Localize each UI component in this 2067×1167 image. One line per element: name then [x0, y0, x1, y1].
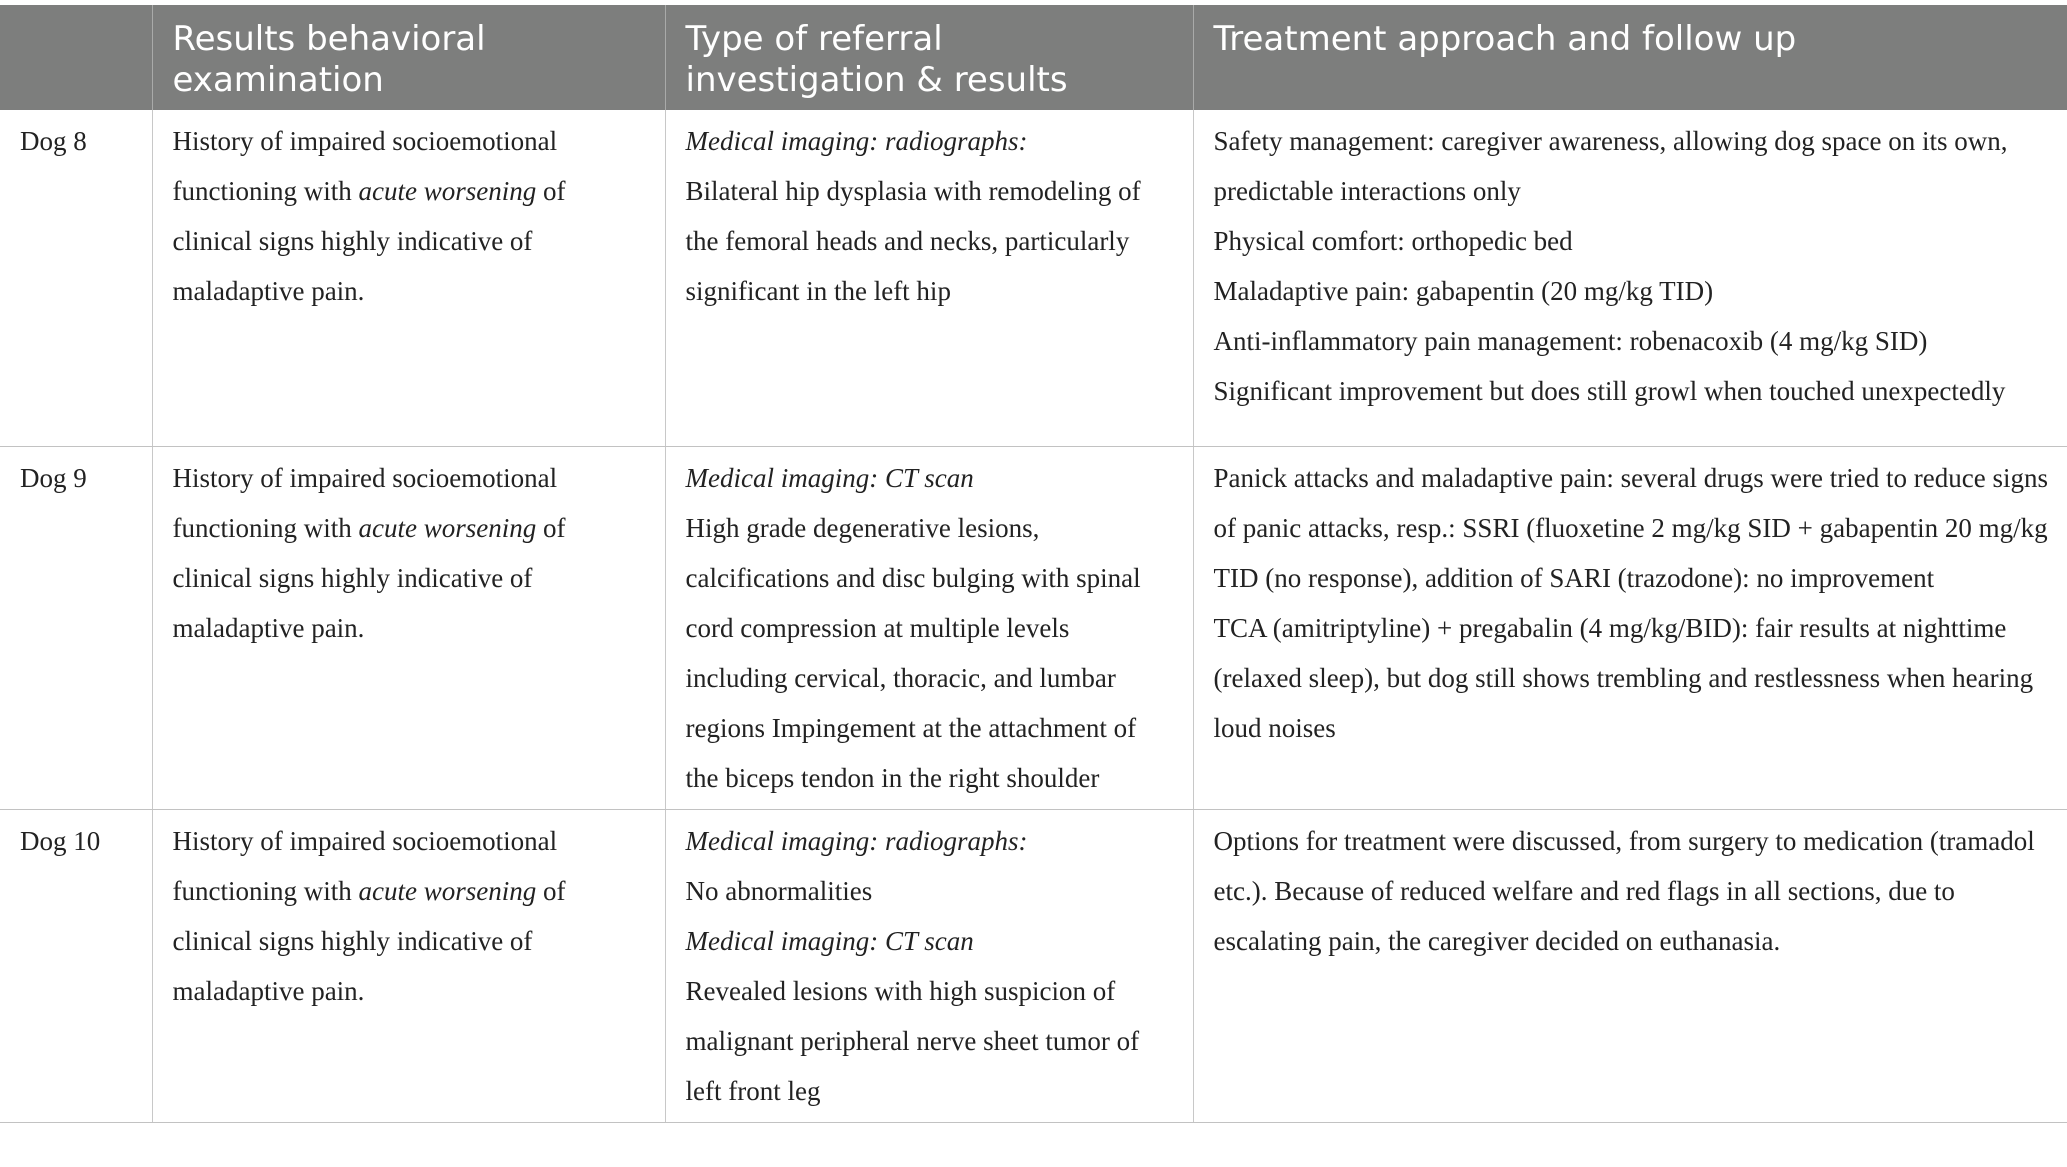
referral-line: No abnormalities	[685, 875, 873, 906]
table-row	[0, 809, 2067, 1122]
treatment-line: Panick attacks and maladaptive pain: several drugs were tried to reduce signs of panic attacks, resp.: SSRI (fluoxetine 2 mg/kg SID + gabapentin 20 mg/kg TID (no response), addition of SARI (trazodone): no improvement	[1213, 462, 2048, 593]
treatment-cell	[1193, 446, 2067, 809]
treatment-cell	[1193, 809, 2067, 1122]
referral-cell	[665, 110, 1193, 446]
treatment-line: Maladaptive pain: gabapentin (20 mg/kg TID)	[1213, 276, 1714, 306]
treatment-line: TCA (amitriptyline) + pregabalin (4 mg/kg/BID): fair results at nighttime (relaxed sleep), but dog still shows trembling and restlessness when hearing loud noises	[1213, 612, 2034, 743]
table-row	[0, 110, 2067, 446]
referral-cell	[665, 809, 1193, 1122]
treatment-line: Options for treatment were discussed, from surgery to medication (tramadol etc.). Because of reduced welfare and red flags in all sections, due to escalating pain, the caregiver decided on euthanasia.	[1213, 825, 2035, 956]
referral-cell	[665, 446, 1193, 809]
treatment-line: Safety management: caregiver awareness, allowing dog space on its own, predictable interactions only	[1213, 126, 2008, 206]
data-table	[0, 5, 2067, 1123]
header-row	[0, 5, 2067, 110]
referral-line: Medical imaging: CT scan	[685, 462, 974, 493]
treatment-line: Physical comfort: orthopedic bed	[1213, 226, 1573, 256]
header-dog	[0, 5, 152, 110]
header-treatment: Treatment approach and follow up	[1193, 5, 2067, 110]
referral-line: Medical imaging: CT scan	[685, 925, 974, 956]
treatment-cell	[1193, 110, 2067, 446]
dog-label: Dog 8	[0, 110, 152, 446]
referral-line: Bilateral hip dysplasia with remodeling of the femoral heads and necks, particularly significant in the left hip	[685, 176, 1141, 306]
header-behavioral: Results behavioral examination	[152, 5, 665, 110]
referral-line: Revealed lesions with high suspicion of malignant peripheral nerve sheet tumor of left front leg	[685, 975, 1140, 1106]
table-row	[0, 446, 2067, 809]
header-referral: Type of referral investigation & results	[665, 5, 1193, 110]
dog-label: Dog 9	[0, 446, 152, 809]
behavioral-cell: History of impaired socioemotional functioning with acute worsening of clinical signs highly indicative of maladaptive pain.	[152, 809, 665, 1122]
treatment-line: Anti-inflammatory pain management: robenacoxib (4 mg/kg SID)	[1213, 326, 1928, 356]
behavioral-cell: History of impaired socioemotional functioning with acute worsening of clinical signs highly indicative of maladaptive pain.	[152, 110, 665, 446]
referral-line: Medical imaging: radiographs:	[685, 126, 1028, 156]
referral-line: High grade degenerative lesions, calcifications and disc bulging with spinal cord compression at multiple levels including cervical, thoracic, and lumbar regions Impingement at the attachment of the biceps tendon in the right shoulder	[685, 512, 1141, 793]
treatment-line: Significant improvement but does still growl when touched unexpectedly	[1213, 376, 2006, 406]
dog-label: Dog 10	[0, 809, 152, 1122]
referral-line: Medical imaging: radiographs:	[685, 825, 1028, 856]
behavioral-cell: History of impaired socioemotional functioning with acute worsening of clinical signs highly indicative of maladaptive pain.	[152, 446, 665, 809]
